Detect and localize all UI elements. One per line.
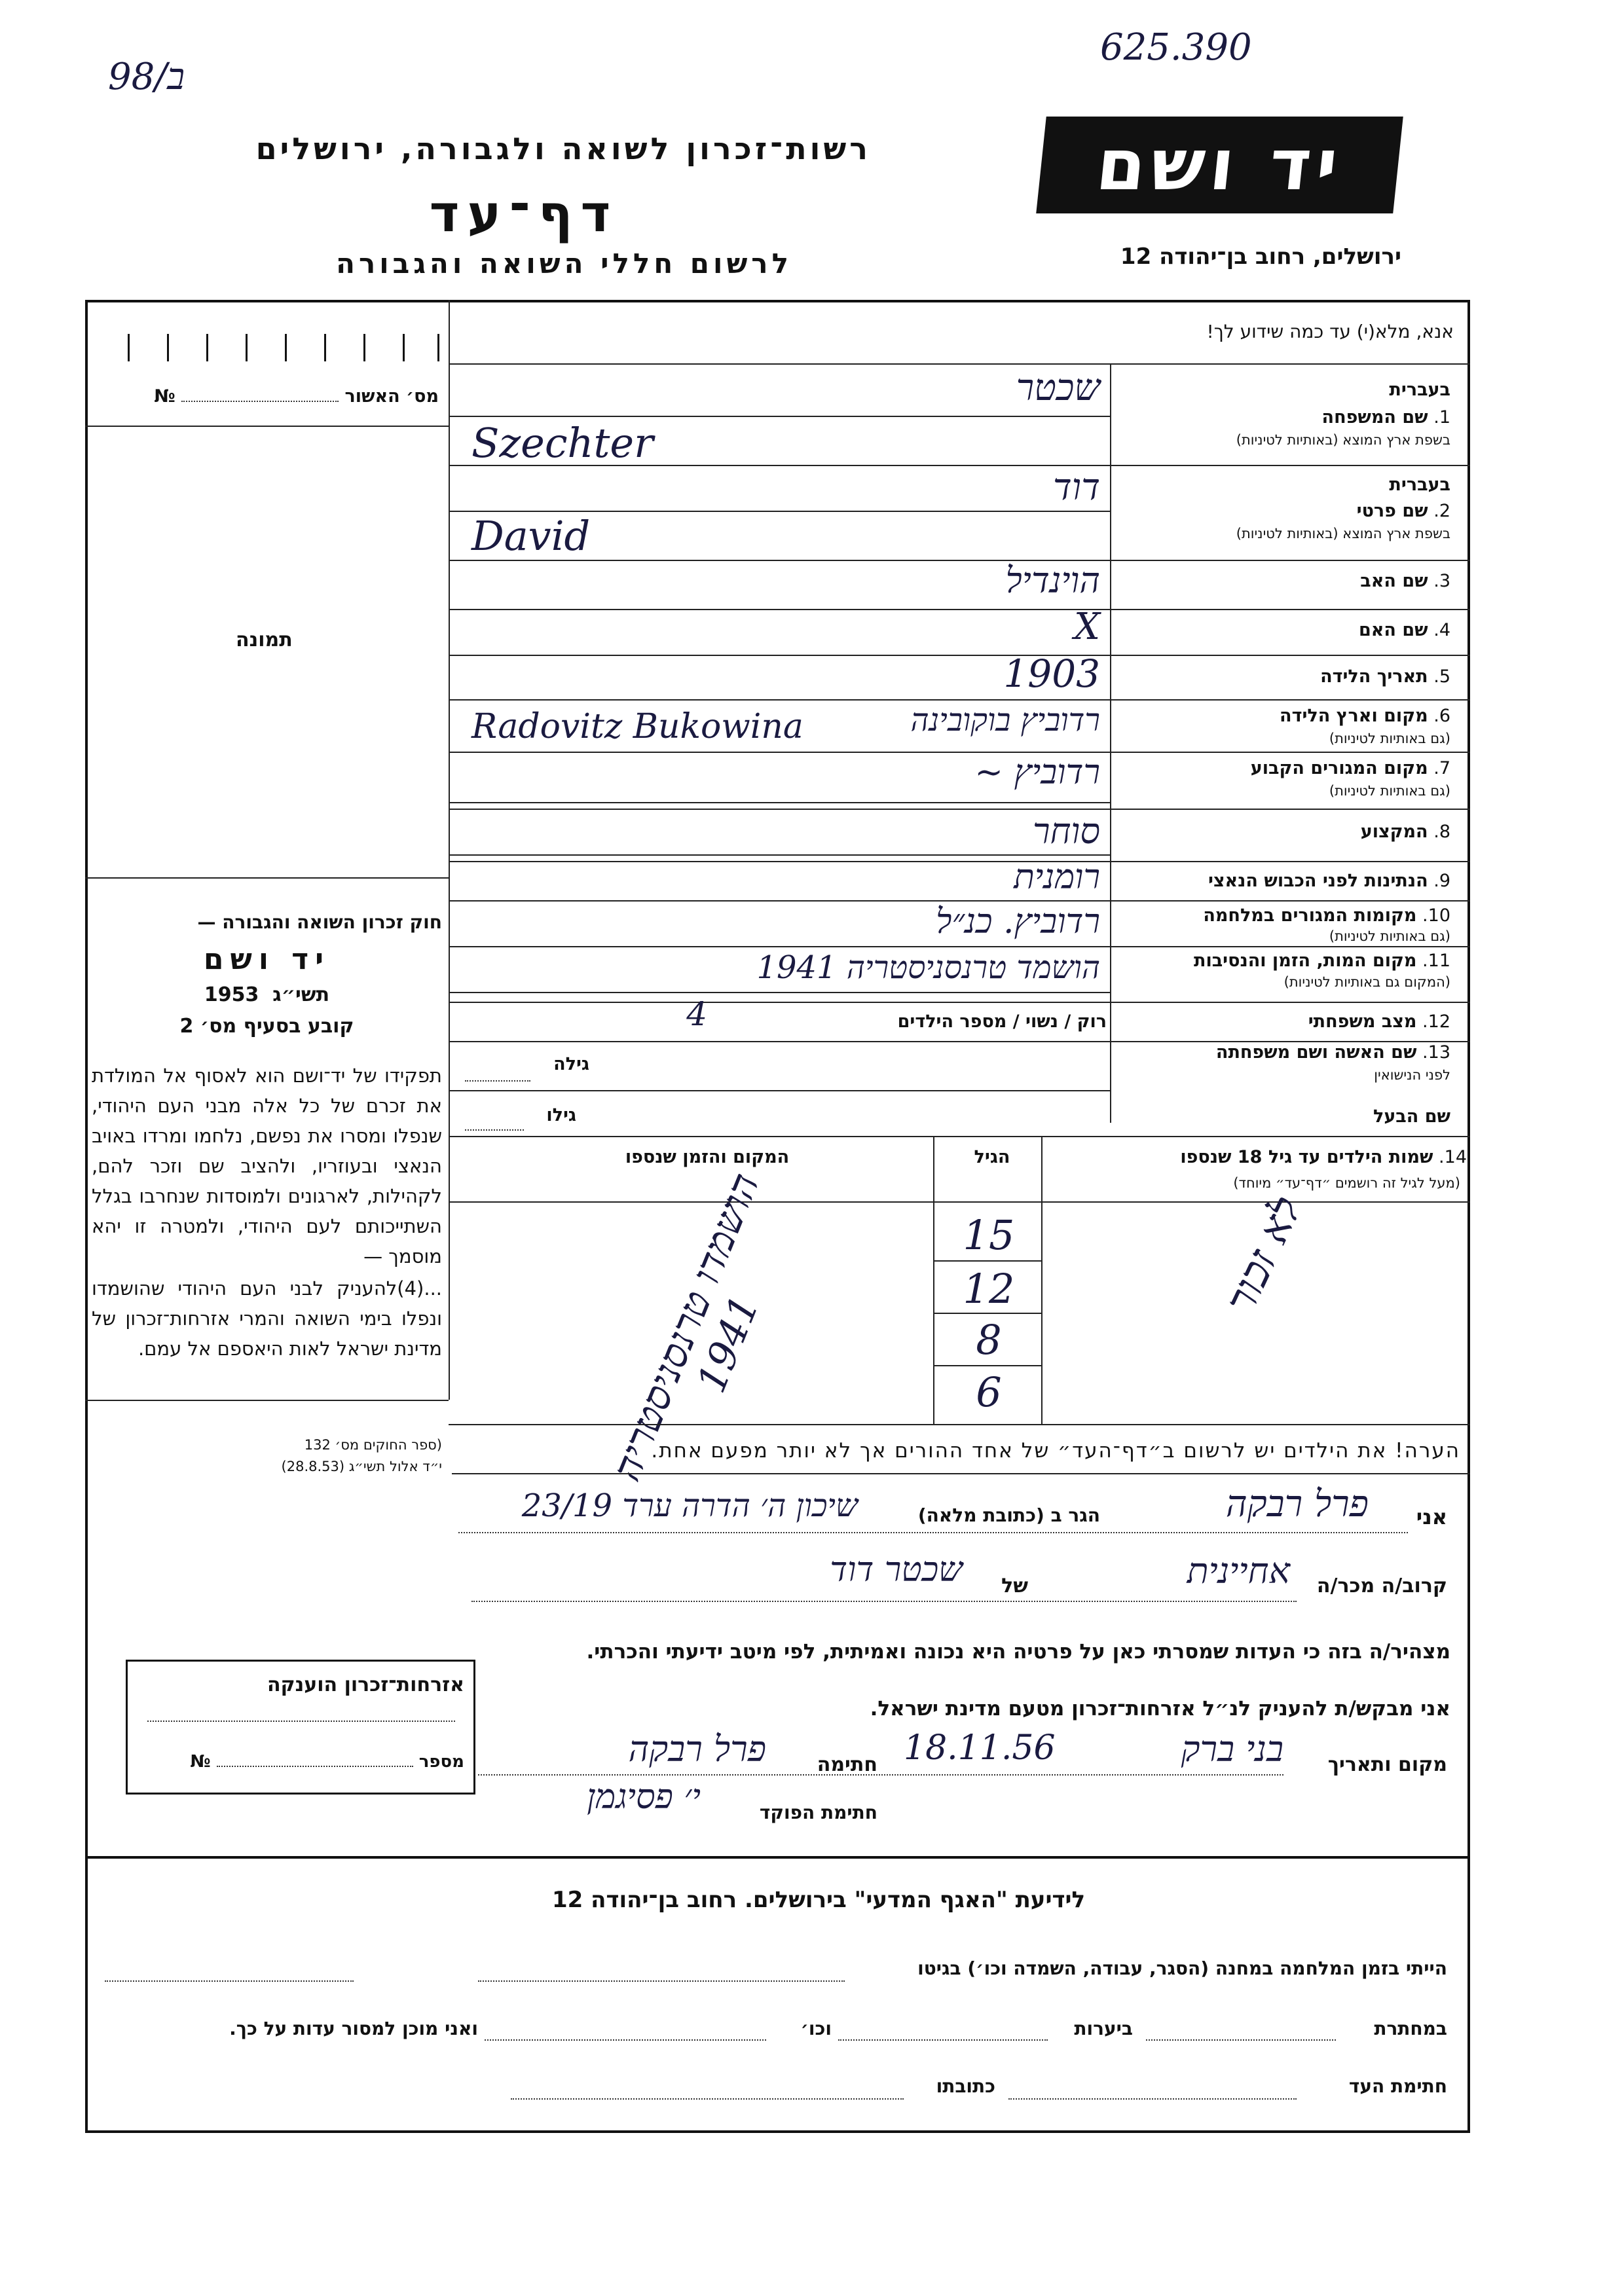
law-clause: קובע בסעיף מס׳ 2 <box>179 1015 354 1038</box>
field-1-label: 1. שם המשפחה <box>1321 407 1450 428</box>
memorial-box-title: אזרחות־זכרון הוענקה <box>267 1673 464 1696</box>
field-11-value[interactable]: הושמד טרנסניסטריה 1941 <box>756 949 1100 986</box>
children-column-divider <box>933 1136 934 1424</box>
field-4-label: 4. שם האם <box>1358 620 1450 640</box>
tick-mark <box>246 334 248 361</box>
bottom-line-1: הייתי בזמן המלחמה במחנה (הסגר, עבודה, השמדה וכו׳) בגיטו <box>917 1958 1447 1979</box>
underground-label: במחתרת <box>1374 2018 1447 2039</box>
law-body-continued: ...(4)להעניק לבני העם היהודי שהושמדו ונפלו בימי השואה והמרי אזרחות־זכרון של מדינת ישראל לאות היאספם אל עמם. <box>92 1277 442 1360</box>
ghetto-line <box>105 1980 354 1982</box>
law-reference-date: י״ד אלול תשי״ג (28.8.53) <box>281 1459 442 1474</box>
field-10-label: 10. מקומות המגורים במלחמה <box>1203 905 1450 926</box>
archive-reference: 625.390 <box>1100 26 1252 69</box>
of-label: של <box>1001 1575 1028 1597</box>
field-2-sub: בשפת ארץ המוצא (באותיות לטיניות) <box>1236 526 1450 541</box>
husband-name-label: שם הבעל <box>1373 1106 1450 1127</box>
divider <box>85 1400 449 1401</box>
note-text: הערה! את הילדים יש לרשום ב״דף־העד״ של אחד ההורים אך לא יותר מפעם אחת. <box>651 1439 1460 1463</box>
tick-mark <box>324 334 326 361</box>
tick-mark <box>437 334 439 361</box>
label-column-divider <box>1110 363 1111 1123</box>
field-2-value-hebrew[interactable]: דוד <box>1052 466 1100 509</box>
child-age-2[interactable]: 12 <box>963 1265 1015 1313</box>
child-age-4[interactable]: 6 <box>976 1368 1002 1416</box>
divider <box>449 802 1110 803</box>
field-10-value[interactable]: רדוביץ. כנ״ל <box>936 902 1100 941</box>
field-1-value-latin[interactable]: Szechter <box>471 419 654 467</box>
tick-mark <box>403 334 405 361</box>
divider <box>449 809 1470 810</box>
divider <box>933 1260 1041 1262</box>
header-address: ירושלים, רחוב בן־יהודה 12 <box>1120 244 1401 270</box>
field-1-value-hebrew[interactable]: שכטר <box>1016 367 1100 409</box>
children-sub: (מעל לגיל זה רושמים ״דף־עד״ מיוחד) <box>1233 1175 1460 1191</box>
law-body: תפקידו של יד־ושם הוא לאסוף אל המולדת את זכרם של כל אלה מבני העם היהודי, שנפלו ומסרו את נפשם, נלחמו ומרדו באויב הנאצי ובעוזריו, ולהציב שם וזכר להם, לקהילות, לארגונים ולמוסדות שנחרבו בגלל השתייכותם לעם היהודי, ולמטרה זו יהא מוסמך — <box>92 1065 442 1267</box>
field-2-tag: בעברית <box>1389 475 1450 495</box>
field-8-value[interactable]: סוחר <box>1032 811 1100 852</box>
authority-line: רשות־זכרון לשואה ולגבורה, ירושלים <box>255 131 871 166</box>
children-names-value[interactable]: לא זכור <box>1216 1190 1312 1321</box>
memorial-citizenship-box <box>126 1660 475 1795</box>
photo-label: תמונה <box>236 629 293 651</box>
witness-address-label: כתובתו <box>936 2075 995 2097</box>
field-12-label: 12. מצב משפחתי <box>1308 1011 1450 1032</box>
field-2-value-latin[interactable]: David <box>471 512 591 560</box>
children-column-divider <box>1041 1136 1043 1424</box>
of-value[interactable]: שכטר דוד <box>830 1550 963 1590</box>
field-4-value[interactable]: X <box>1074 606 1100 648</box>
declarant-address-label: הגר ב (כתובת מלאה) <box>917 1504 1100 1526</box>
declaration-text: מצהיר/ה בזה כי העדות שמסרתי כאן על פרטיה היא נכונה ואמיתית, לפי מיטב ידיעתי והכרתי. <box>586 1640 1450 1664</box>
divider <box>933 1313 1041 1314</box>
divider <box>449 1424 1470 1425</box>
child-age-3[interactable]: 8 <box>976 1316 1002 1364</box>
certificate-number-row: מס׳ האשור № <box>154 386 439 407</box>
officer-signature-label: חתימת הפוקד <box>759 1802 877 1823</box>
request-text: אני מבקש/ת להעניק לנ״ל אזרחות־זכרון מטעם מדינת ישראל. <box>870 1697 1450 1721</box>
section-divider <box>85 1856 1470 1859</box>
divider <box>449 1090 1110 1091</box>
field-12-value[interactable]: 4 <box>686 995 707 1033</box>
field-5-value[interactable]: 1903 <box>1003 651 1100 696</box>
testimony-willing-text: ואני מוכן למסור עדות על כך. <box>229 2018 478 2039</box>
witness-signature-line[interactable] <box>1008 2098 1297 2100</box>
field-9-label: 9. הנתינות לפני הכבוש הנאצי <box>1208 871 1450 891</box>
relative-line <box>471 1601 1297 1602</box>
witness-address-line[interactable] <box>511 2098 904 2100</box>
field-7-label: 7. מקום המגורים הקבוע <box>1250 758 1450 778</box>
signature-line <box>478 1774 1283 1776</box>
declarant-signature[interactable]: פרל רבקה <box>628 1728 766 1770</box>
declarant-line <box>458 1532 1408 1533</box>
divider <box>452 1473 1470 1474</box>
tick-mark <box>167 334 169 361</box>
field-11-label: 11. מקום המות, הזמן והנסיבות <box>1194 951 1450 971</box>
divider <box>85 877 449 879</box>
divider <box>449 992 1110 993</box>
field-10-sub: (גם באותיות לטיניות) <box>1329 928 1450 944</box>
children-label: 14. שמות הילדים עד גיל 18 שנספו <box>1180 1147 1467 1167</box>
field-1-sub: בשפת ארץ המוצא (באותיות לטיניות) <box>1236 432 1450 448</box>
divider <box>933 1365 1041 1366</box>
signature-label: חתימה <box>817 1753 877 1776</box>
law-reference: (ספר החוקים מס׳ 132 <box>304 1437 442 1453</box>
wife-age-label: גילה <box>553 1054 589 1074</box>
intro-text: אנא, מלא(י) עד כמה שידוע לך! <box>1206 321 1454 342</box>
tick-mark <box>206 334 208 361</box>
declarant-name[interactable]: פרל רבקה <box>1225 1483 1369 1525</box>
date-value[interactable]: 18.11.56 <box>904 1728 1056 1768</box>
field-7-value[interactable]: רדוביץ ~ <box>974 753 1100 792</box>
husband-age-line[interactable] <box>465 1129 524 1131</box>
field-3-label: 3. שם האב <box>1360 571 1450 591</box>
child-age-1[interactable]: 15 <box>963 1211 1015 1259</box>
camp-line <box>478 1980 845 1982</box>
forests-line <box>838 2039 1048 2041</box>
witness-signature-label: חתימת העד <box>1348 2075 1447 2097</box>
field-2-label: 2. שם פרטי <box>1356 501 1450 521</box>
field-6-sub: (גם באותיות לטיניות) <box>1329 731 1450 746</box>
marital-status-options: רוק / נשוי / מספר הילדים <box>897 1011 1107 1032</box>
etc-label: וכו׳ <box>800 2018 832 2039</box>
declarant-address[interactable]: שיכון ה׳ הדרה ערד 23/19 <box>521 1487 858 1524</box>
divider <box>449 363 1470 365</box>
field-6-value[interactable]: רדוביץ בוקובינה <box>910 702 1100 738</box>
page-title: דף־עד <box>429 185 619 244</box>
children-place-header: המקום והזמן שנספו <box>625 1147 790 1167</box>
tick-mark <box>128 334 130 361</box>
forests-label: ביערות <box>1074 2018 1133 2039</box>
divider <box>85 426 449 427</box>
divider <box>449 946 1470 947</box>
field-9-value[interactable]: רומנית <box>1014 858 1100 897</box>
divider <box>449 699 1470 701</box>
tick-mark <box>285 334 287 361</box>
divider <box>449 900 1470 902</box>
bottom-title: לידיעת "האגף המדעי" בירושלים. רחוב בן־יהודה 12 <box>551 1887 1086 1913</box>
field-6-label: 6. מקום וארץ הלידה <box>1280 706 1450 726</box>
field-5-label: 5. תאריך הלידה <box>1320 666 1450 687</box>
law-year: תשי״ג 1953 <box>204 983 330 1006</box>
children-age-header: הגיל <box>974 1147 1010 1167</box>
relation-value[interactable]: אחיינית <box>1187 1550 1290 1592</box>
divider <box>449 854 1110 856</box>
officer-signature[interactable]: י׳ פסיגמן <box>587 1777 701 1817</box>
field-13-sub: לפני הנישואין <box>1374 1067 1450 1083</box>
place-value[interactable]: בני ברק <box>1181 1728 1283 1770</box>
husband-age-label: גילו <box>546 1105 576 1125</box>
folder-reference: 98/ב <box>108 56 185 98</box>
field-3-value[interactable]: הוינדיל <box>1005 560 1100 601</box>
underground-line <box>1146 2039 1336 2041</box>
memorial-box-number: מספר № <box>190 1752 464 1772</box>
relative-label: קרוב/ה מכר/ה <box>1316 1575 1447 1597</box>
page-subtitle: לרשום חללי השואה והגבורה <box>336 247 792 280</box>
etc-line <box>485 2039 766 2041</box>
yad-vashem-logo: יד ושם <box>1036 117 1403 213</box>
memorial-box-line <box>147 1721 455 1722</box>
field-7-sub: (גם באותיות לטיניות) <box>1329 783 1450 799</box>
field-13-label: 13. שם האשה ושם משפחתה <box>1215 1042 1450 1063</box>
field-8-label: 8. המקצוע <box>1360 822 1450 842</box>
tick-mark <box>363 334 365 361</box>
field-6-value-latin[interactable]: Radovitz Bukowina <box>471 707 803 746</box>
wife-age-line[interactable] <box>465 1080 530 1082</box>
children-place-value[interactable]: הושמדו טרנסניסטריה 1941 <box>603 1167 769 1487</box>
divider <box>449 416 1110 417</box>
law-name: יד ושם <box>203 943 331 976</box>
field-11-sub: (המקום גם באותיות לטיניות) <box>1283 974 1450 990</box>
law-title: חוק זכרון השואה והגבורה — <box>197 911 442 933</box>
place-date-label: מקום ותאריך <box>1327 1753 1447 1776</box>
divider <box>449 1201 1470 1203</box>
field-1-tag: בעברית <box>1389 380 1450 400</box>
declarant-i-label: אני <box>1416 1504 1447 1529</box>
